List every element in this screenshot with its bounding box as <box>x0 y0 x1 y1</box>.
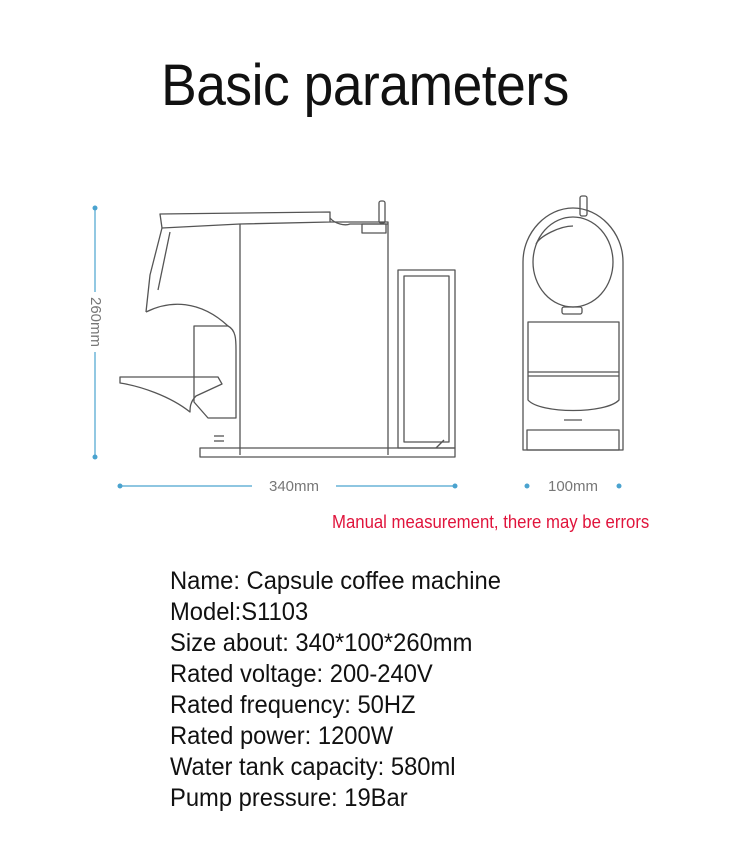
measurement-note: Manual measurement, there may be errors <box>332 512 650 532</box>
spec-pump-pressure: Pump pressure: 19Bar <box>170 784 408 812</box>
spec-frequency: Rated frequency: 50HZ <box>170 691 416 719</box>
width-label: 100mm <box>547 478 599 495</box>
spec-list <box>170 566 518 814</box>
spec-model: Model:S1103 <box>170 598 309 626</box>
length-label: 340mm <box>268 478 320 495</box>
spec-size: Size about: 340*100*260mm <box>170 629 473 657</box>
width-dimension <box>525 478 622 495</box>
height-label: 260mm <box>87 296 105 348</box>
spec-voltage: Rated voltage: 200-240V <box>170 660 433 688</box>
front-view <box>523 196 623 450</box>
spec-tank-capacity: Water tank capacity: 580ml <box>170 753 456 781</box>
spec-power: Rated power: 1200W <box>170 722 394 750</box>
height-dimension <box>87 206 104 460</box>
side-view <box>120 201 455 457</box>
length-dimension <box>118 478 458 495</box>
spec-name: Name: Capsule coffee machine <box>170 567 501 595</box>
page-title: Basic parameters <box>161 53 569 118</box>
